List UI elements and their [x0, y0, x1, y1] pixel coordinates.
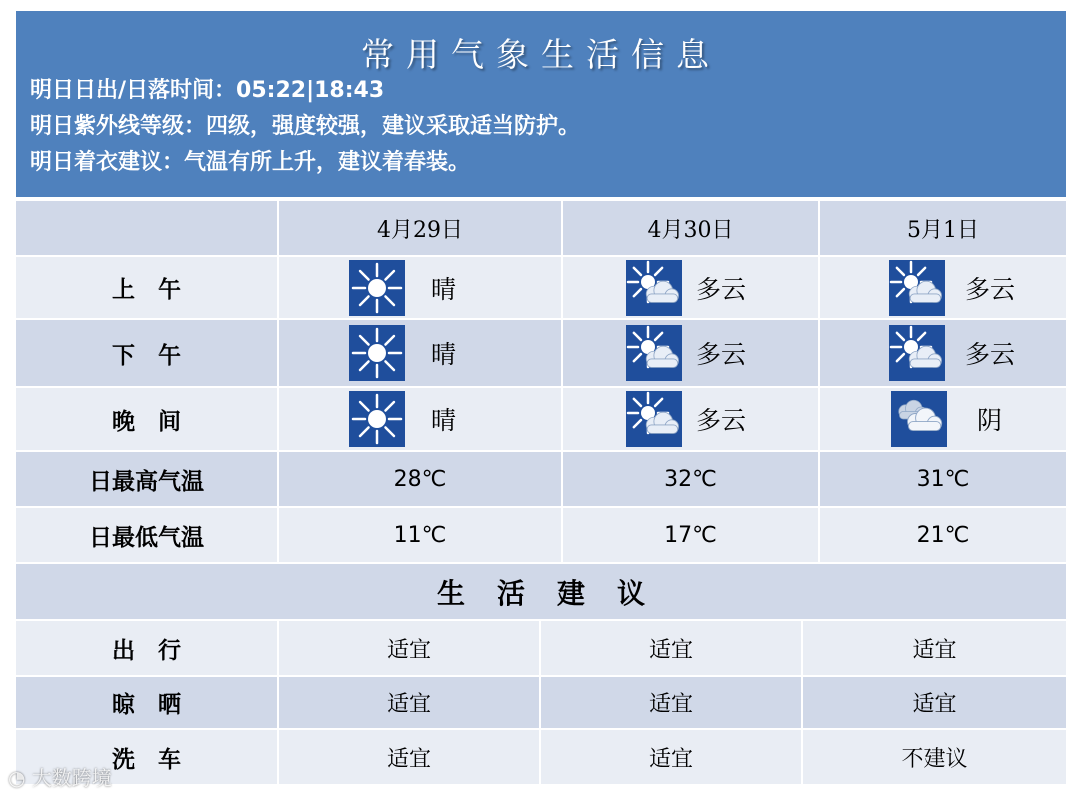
- advice-label: 晾 晒: [16, 677, 277, 728]
- high-temp-label: 日最高气温: [16, 452, 277, 506]
- uv-info: 明日紫外线等级：四级，强度较强，建议采取适当防护。: [30, 114, 581, 139]
- weather-text: 晴: [431, 274, 457, 304]
- sunrise-sunset-info: 明日日出/日落时间：05:22|18:43: [30, 78, 385, 103]
- weather-cell: [820, 320, 1066, 386]
- life-advice-title: 生活建议: [16, 564, 1066, 619]
- high-temp-value: 32℃: [563, 452, 818, 506]
- weather-cell: [563, 388, 818, 450]
- sun-icon: [349, 260, 405, 316]
- weather-text: 多云: [696, 406, 747, 435]
- page-title: 常用气象生活信息: [361, 35, 721, 74]
- weather-text: 多云: [696, 274, 747, 304]
- weather-text: 多云: [965, 340, 1016, 369]
- low-temp-value: 21℃: [820, 508, 1066, 562]
- period-label: 下 午: [16, 320, 277, 386]
- advice-value: 适宜: [279, 621, 539, 675]
- sun-icon: [349, 391, 405, 447]
- cloudy-icon: [891, 391, 947, 447]
- watermark-text: 大数跨境: [31, 766, 112, 790]
- date-header-3: 5月1日: [820, 201, 1066, 255]
- weather-cell: [820, 388, 1066, 450]
- advice-value: 适宜: [541, 621, 801, 675]
- low-temp-value: 11℃: [279, 508, 561, 562]
- low-temp-value: 17℃: [563, 508, 818, 562]
- watermark-logo-icon: ◔: [8, 766, 26, 790]
- advice-label: 洗 车: [16, 730, 277, 784]
- header-banner: [16, 11, 1066, 197]
- advice-value: 适宜: [541, 730, 801, 784]
- partly-cloudy-icon: [889, 325, 945, 381]
- low-temp-label: 日最低气温: [16, 508, 277, 562]
- date-header-1: 4月29日: [279, 201, 561, 255]
- date-header-2: 4月30日: [563, 201, 818, 255]
- weather-text: 晴: [431, 406, 457, 435]
- advice-value: 适宜: [803, 677, 1066, 728]
- high-temp-value: 28℃: [279, 452, 561, 506]
- advice-value: 适宜: [541, 677, 801, 728]
- weather-text: 阴: [977, 406, 1003, 435]
- period-label: 晚 间: [16, 388, 277, 450]
- partly-cloudy-icon: [889, 260, 945, 316]
- watermark: [8, 762, 112, 791]
- weather-cell: [563, 257, 818, 318]
- table-corner: [16, 201, 277, 255]
- advice-value: 不建议: [803, 730, 1066, 784]
- weather-text: 多云: [696, 340, 747, 369]
- partly-cloudy-icon: [626, 325, 682, 381]
- period-label: 上 午: [16, 257, 277, 318]
- advice-label: 出 行: [16, 621, 277, 675]
- high-temp-value: 31℃: [820, 452, 1066, 506]
- sun-icon: [349, 325, 405, 381]
- weather-cell: [279, 257, 561, 318]
- weather-cell: [820, 257, 1066, 318]
- weather-text: 多云: [965, 274, 1016, 304]
- weather-cell: [279, 320, 561, 386]
- advice-value: 适宜: [279, 677, 539, 728]
- weather-cell: [563, 320, 818, 386]
- advice-value: 适宜: [803, 621, 1066, 675]
- clothing-info: 明日着衣建议：气温有所上升，建议着春装。: [30, 150, 471, 175]
- weather-cell: [279, 388, 561, 450]
- partly-cloudy-icon: [626, 260, 682, 316]
- partly-cloudy-icon: [626, 391, 682, 447]
- advice-value: 适宜: [279, 730, 539, 784]
- weather-text: 晴: [431, 340, 457, 369]
